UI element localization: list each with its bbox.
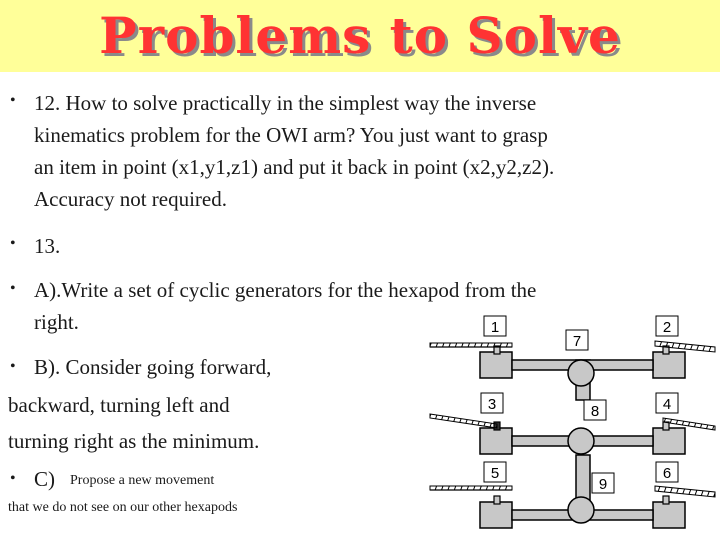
item-c-line-2: that we do not see on our other hexapods <box>8 500 238 515</box>
label-1: 1 <box>490 319 500 336</box>
item-b-line-3: turning right as the minimum. <box>8 429 260 453</box>
spine-segment <box>576 455 590 500</box>
leg-row-2 <box>430 414 715 454</box>
label-4: 4 <box>662 396 672 413</box>
bullet-marker: • <box>10 470 16 487</box>
leg-row-3 <box>430 486 715 528</box>
bullet-marker: • <box>10 280 16 297</box>
bullet-marker: • <box>10 358 16 375</box>
item-a-line-1: A).Write a set of cyclic generators for the hexapod from the <box>34 278 537 302</box>
item-12-line-4: Accuracy not required. <box>34 187 227 211</box>
bullet-marker: • <box>10 235 16 252</box>
item-12-line-1: 12. How to solve practically in the simplest way the inverse <box>34 91 537 115</box>
label-3: 3 <box>487 396 497 413</box>
item-12-line-2: kinematics problem for the OWI arm? You just want to grasp <box>34 123 548 147</box>
item-a-line-2: right. <box>34 310 79 334</box>
item-b-line-1: B). Consider going forward, <box>34 355 272 379</box>
label-9: 9 <box>598 476 608 493</box>
item-b-line-2: backward, turning left and <box>8 393 230 417</box>
bullet-marker: • <box>10 92 16 109</box>
label-7: 7 <box>572 333 582 350</box>
item-13: 13. <box>34 234 61 258</box>
label-5: 5 <box>490 465 500 482</box>
label-2: 2 <box>662 319 672 336</box>
item-c-prefix: C) <box>34 467 55 491</box>
item-c-text: Propose a new movement <box>70 473 215 488</box>
slide-title: Problems to Solve <box>99 6 621 65</box>
item-12-line-3: an item in point (x1,y1,z1) and put it back in point (x2,y2,z2). <box>34 155 555 179</box>
label-8: 8 <box>590 403 600 420</box>
label-6: 6 <box>662 465 672 482</box>
